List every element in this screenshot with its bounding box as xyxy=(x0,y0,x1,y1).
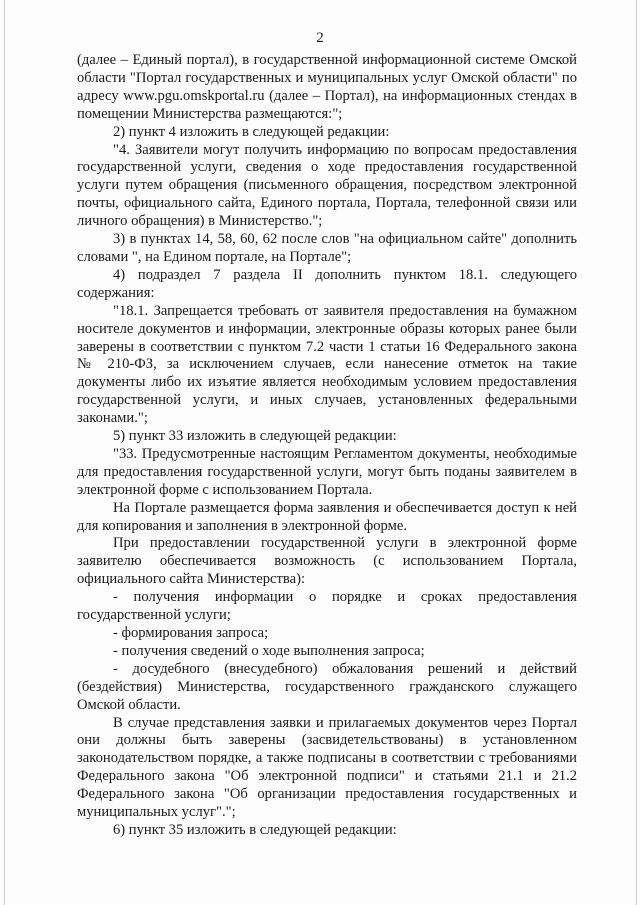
paragraph: При предоставлении государственной услуги в электронной форме заявителю обеспечивается возможность (с использованием Портала, официального сайта Министерства): xyxy=(77,535,577,588)
paragraph: (далее – Единый портал), в государственной информационной системе Омской области "Портал государственных и муниципальных услуг Омской области" по адресу www.pgu.omskportal.ru (далее – Портал), на информационных стендах в помещении Министерства размещаются:"; xyxy=(77,52,577,122)
paragraph: - формирования запроса; xyxy=(113,625,269,641)
paragraph: - досудебного (внесудебного) обжалования решений и действий (бездействия) Министерства, государственного гражданского служащего Омской области. xyxy=(77,660,577,713)
paragraph: "4. Заявители могут получить информацию по вопросам предоставления государственной услуги, сведения о ходе предоставления государственной услуги путем обращения (письменного обращения, посредством электронной почты, официального сайта, Единого портала, Портала, телефонной связи или личного обращения) в Министерство."; xyxy=(77,141,577,230)
paragraph: 2) пункт 4 изложить в следующей редакции: xyxy=(113,123,390,140)
paragraph: В случае представления заявки и прилагаемых документов через Портал они должны быть заверены (засвидетельствованы) в установленном законодательством порядке, а также подписаны в соответствии с требованиями Федерального закона "Об электронной подписи" и статьями 21.1 и 21.2 Федерального закона "Об организации предоставления государственных и муниципальных услуг"."; xyxy=(77,714,577,821)
paragraph: 3) в пунктах 14, 58, 60, 62 после слов "на официальном сайте" дополнить словами ", на Едином портале, на Портале"; xyxy=(77,231,577,265)
page-number: 2 xyxy=(316,30,324,46)
paragraph: На Портале размещается форма заявления и обеспечивается доступ к ней для копирования и заполнения в электронной форме. xyxy=(77,499,577,534)
document-body xyxy=(77,52,577,840)
paragraph: - получения сведений о ходе выполнения запроса; xyxy=(113,642,425,659)
paragraph: "18.1. Запрещается требовать от заявителя предоставления на бумажном носителе документов и информации, электронные образы которых ранее были заверены в соответствии с пунктом 7.2 части 1 статьи 16 Федерального закона № 210-ФЗ, за исключением случаев, если нанесение отметок на такие документы либо их изъятие является необходимым условием предоставления государственной услуги, и иных случаев, установленных федеральными законами."; xyxy=(77,302,577,427)
scan-edge-right xyxy=(636,0,637,905)
paragraph: 4) подраздел 7 раздела II дополнить пунктом 18.1. следующего содержания: xyxy=(77,266,577,301)
paragraph: "33. Предусмотренные настоящим Регламентом документы, необходимые для предоставления государственной услуги, могут быть поданы заявителем в электронной форме с использованием Портала. xyxy=(77,445,577,498)
paragraph: - получения информации о порядке и сроках предоставления государственной услуги; xyxy=(77,589,577,624)
scan-edge-left xyxy=(4,0,5,905)
paragraph: 6) пункт 35 изложить в следующей редакции: xyxy=(113,821,397,838)
paragraph: 5) пункт 33 изложить в следующей редакции: xyxy=(113,428,397,445)
